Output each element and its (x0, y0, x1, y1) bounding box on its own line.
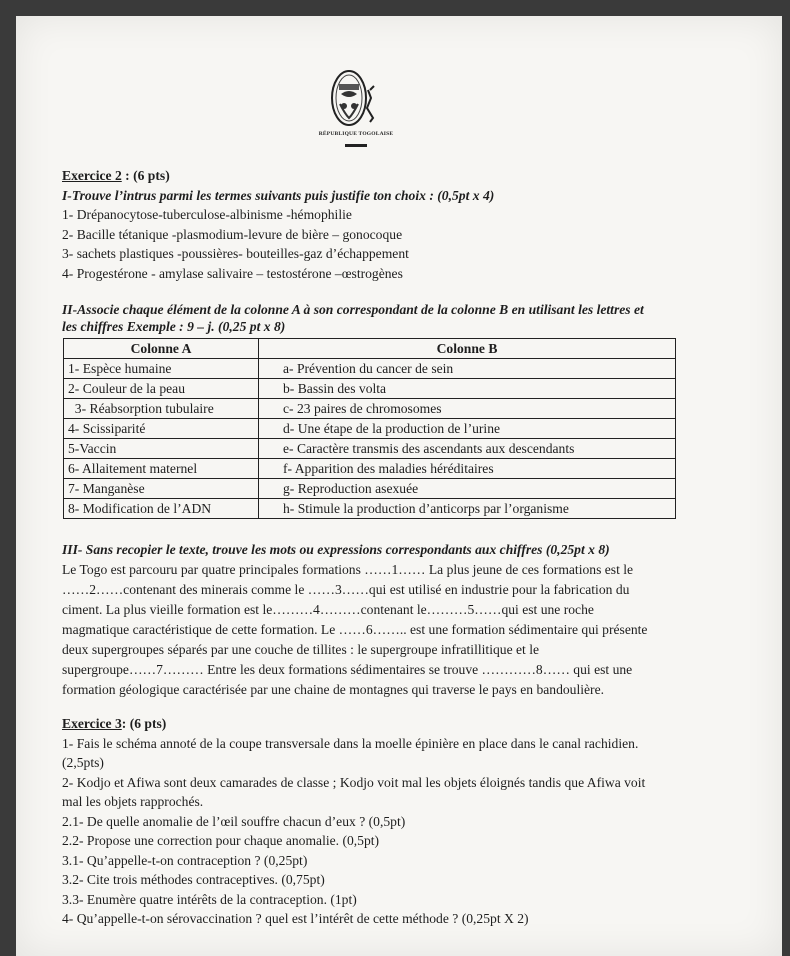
emblem-caption: RÉPUBLIQUE TOGOLAISE (318, 131, 394, 137)
col-a-cell: 2- Couleur de la peau (64, 379, 259, 399)
table-row (64, 419, 676, 439)
col-b-cell: d- Une étape de la production de l’urine (259, 419, 676, 439)
part3-text-line: Le Togo est parcouru par quatre principales formations ……1…… La plus jeune de ces formations est le (62, 562, 634, 577)
col-b-cell: b- Bassin des volta (259, 379, 676, 399)
part2-heading-line2: les chiffres Exemple : 9 – j. (0,25 pt x 8) (62, 318, 286, 334)
exercise3-line: 3.2- Cite trois méthodes contraceptives. (0,75pt) (62, 872, 325, 887)
part1-heading: I-Trouve l’intrus parmi les termes suivants puis justifie ton choix : (0,5pt x 4) (62, 187, 495, 203)
col-a-cell: 4- Scissiparité (64, 419, 259, 439)
part3-text-line: ciment. La plus vieille formation est le………4………contenant le………5……qui est une roche (62, 602, 594, 617)
table-row (64, 479, 676, 499)
exam-page (16, 16, 782, 956)
exercise3-line: 2.2- Propose une correction pour chaque anomalie. (0,5pt) (62, 833, 380, 848)
col-a-cell: 3- Réabsorption tubulaire (64, 399, 259, 419)
part1-item: 3- sachets plastiques -poussières- bouteilles-gaz d’échappement (62, 246, 409, 261)
exercise3-title: Exercice 3: (6 pts) (62, 716, 167, 731)
exercise3-line: 2- Kodjo et Afiwa sont deux camarades de classe ; Kodjo voit mal les objets éloignés tandis que Afiwa voit (62, 774, 646, 790)
emblem-divider (345, 144, 367, 147)
part3-text-line: supergroupe……7……… Entre les deux formations sédimentaires se trouve …………8…… qui est une (62, 662, 633, 677)
col-b-cell: h- Stimule la production d’anticorps par l’organisme (259, 499, 676, 519)
part3-text-line: ……2……contenant des minerais comme le ……3……qui est utilisé en industrie pour la fabrication du (62, 582, 630, 597)
exercise3-line: 4- Qu’appelle-t-on sérovaccination ? quel est l’intérêt de cette méthode ? (0,25pt X 2) (62, 911, 529, 926)
exercise2-title: Exercice 2 : (6 pts) (62, 168, 170, 183)
table-header-row (64, 339, 676, 359)
exercise2-part2-heading (62, 300, 762, 336)
exercise3-line: 1- Fais le schéma annoté de la coupe transversale dans la moelle épinière en place dans le canal rachidien. (62, 735, 639, 751)
part1-item: 2- Bacille tétanique -plasmodium-levure de bière – gonocoque (62, 226, 403, 242)
col-b-cell: c- 23 paires de chromosomes (259, 399, 676, 419)
col-b-cell: g- Reproduction asexuée (259, 479, 676, 499)
table-row (64, 439, 676, 459)
col-b-cell: a- Prévention du cancer de sein (259, 359, 676, 379)
part3-heading: III- Sans recopier le texte, trouve les mots ou expressions correspondants aux chiffres (0,25pt x 8) (62, 542, 610, 557)
part3-text-line: deux supergroupes séparés par une couche de tillites : le supergroupe infratillitique et le (62, 642, 540, 657)
exercise3-line: (2,5pts) (62, 755, 104, 770)
part1-item: 1- Drépanocytose-tuberculose-albinisme -hémophilie (62, 207, 352, 222)
col-b-cell: e- Caractère transmis des ascendants aux descendants (259, 439, 676, 459)
part3-text-line: formation géologique caractérisée par une chaine de montagnes qui traverse le pays en bandoulière. (62, 682, 605, 697)
col-a-cell: 8- Modification de l’ADN (64, 499, 259, 519)
col-a-cell: 7- Manganèse (64, 479, 259, 499)
col-b-cell: f- Apparition des maladies héréditaires (259, 459, 676, 479)
part3-text-line: magmatique caractéristique de cette formation. Le ……6…….. est une formation sédimentaire qui présente (62, 622, 648, 637)
coat-of-arms-icon (316, 60, 396, 130)
part1-item: 4- Progestérone - amylase salivaire – testostérone –œstrogènes (62, 265, 403, 281)
table-row (64, 399, 676, 419)
col-a-cell: 1- Espèce humaine (64, 359, 259, 379)
coat-of-arms (316, 60, 396, 152)
exercise3-line: mal les objets rapprochés. (62, 794, 204, 809)
part2-heading-line1: II-Associe chaque élément de la colonne A à son correspondant de la colonne B en utilisant les lettres et (62, 302, 644, 317)
exercise2-part1 (62, 166, 762, 283)
exercise3-line: 3.3- Enumère quatre intérêts de la contraception. (1pt) (62, 891, 357, 907)
table-row (64, 459, 676, 479)
exercise3 (62, 714, 762, 929)
col-a-cell: 5-Vaccin (64, 439, 259, 459)
table-row (64, 379, 676, 399)
col-a-cell: 6- Allaitement maternel (64, 459, 259, 479)
association-table (63, 338, 676, 519)
col-a-header: Colonne A (64, 339, 259, 359)
col-b-header: Colonne B (259, 339, 676, 359)
exercise2-part3 (62, 540, 762, 700)
exercise3-line: 2.1- De quelle anomalie de l’œil souffre chacun d’eux ? (0,5pt) (62, 813, 406, 829)
table-row (64, 359, 676, 379)
exercise3-line: 3.1- Qu’appelle-t-on contraception ? (0,25pt) (62, 852, 308, 868)
table-row (64, 499, 676, 519)
